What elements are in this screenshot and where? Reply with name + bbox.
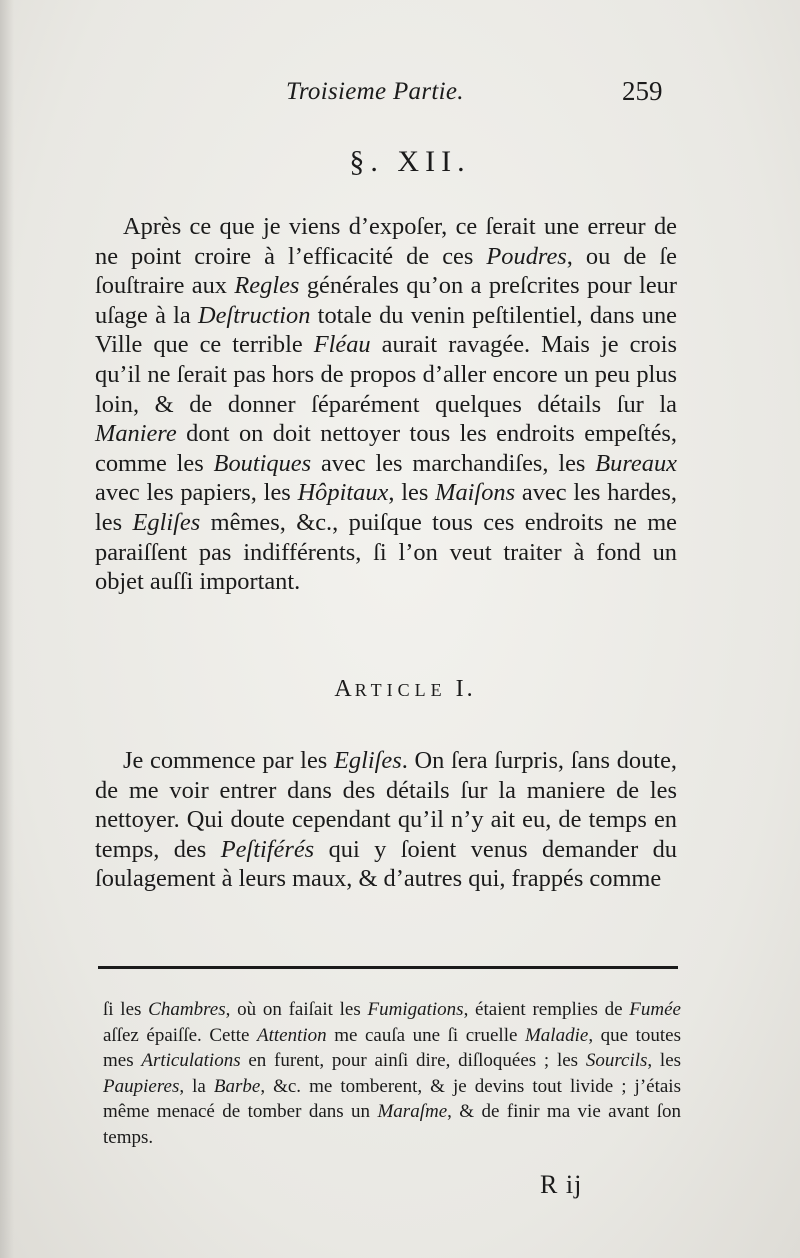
text-run: , & de finir ma vie avant ſon temps. — [103, 1101, 681, 1148]
text-run: . On ſera ſurpris, ſans doute, de me voir entrer dans des détails ſur la maniere de les nettoyer. Qui doute cependant qu’il n’y ait eu, de temps en temps, des — [95, 747, 677, 863]
text-run: , les — [388, 479, 436, 507]
text-run: avec les papiers, les — [95, 479, 298, 507]
article-heading-word: RTICLE — [354, 680, 447, 700]
text-run: , ou de ſe ſouſtraire aux — [95, 242, 677, 300]
emphasis: Poudres — [486, 242, 567, 270]
text-run: qui y ſoient venus demander du ſoulagement à leurs maux, & d’autres qui, frappés comme — [95, 835, 677, 893]
text-run: , &c. me tomberent, & je devins tout livide ; j’étais même menacé de tomber dans un — [103, 1075, 681, 1123]
text-run: , la — [179, 1075, 214, 1097]
section-title: §. XII. — [349, 145, 471, 178]
text-run: avec les marchandiſes, les — [311, 449, 596, 477]
signature-mark: R ij — [540, 1170, 583, 1199]
text-run: , que toutes mes — [103, 1024, 681, 1072]
text-run: , où on faiſait les — [225, 999, 368, 1020]
emphasis: Maladie — [524, 1024, 589, 1046]
text-run: dont on doit nettoyer tous les endroits empeſtés, comme les — [95, 420, 677, 477]
text-run: avec les hardes, les — [95, 479, 677, 536]
text-run: ſi les — [103, 999, 149, 1020]
emphasis: Barbe — [213, 1075, 261, 1097]
emphasis: Hôpitaux — [297, 479, 389, 507]
emphasis: Bureaux — [595, 449, 677, 477]
text-run: en furent, pour ainſi dire, diſloquées ; les — [240, 1050, 586, 1072]
text-run: Après ce que je viens d’expoſer, ce ſerait une erreur de ne point croire à l’efficacité de ces — [95, 213, 677, 270]
text-run: générales qu’on a preſcrites pour leur uſage à la — [95, 272, 677, 329]
text-run: , étaient remplies de — [463, 999, 630, 1020]
text-run: Je commence par les — [123, 747, 334, 774]
text-run: aurait ravagée. Mais je crois qu’il ne ſerait pas hors de propos d’aller encore un peu plus loin, & de donner ſéparément quelques détails ſur la — [95, 331, 677, 418]
page-gutter-shadow — [0, 0, 14, 1258]
text-run: totale du venin peſtilentiel, dans une Ville que ce terrible — [95, 301, 677, 359]
footnote-rule — [98, 966, 678, 969]
running-title: Troisieme Partie. — [286, 78, 464, 105]
emphasis: Fléau — [313, 331, 371, 359]
footnote — [103, 997, 681, 1151]
emphasis: Maraſme — [377, 1101, 448, 1123]
paragraph-2 — [95, 746, 677, 894]
emphasis: Maniere — [95, 420, 177, 448]
text-run: mêmes, &c., puiſque tous ces endroits ne me paraiſſent pas indifférents, ſi l’on veut traiter à fond un objet auſſi important. — [95, 508, 677, 596]
emphasis: Deſtruction — [197, 301, 311, 329]
emphasis: Fumigations — [367, 999, 464, 1020]
paragraph-1 — [95, 212, 677, 597]
emphasis: Egliſes — [132, 508, 201, 536]
emphasis: Fumée — [629, 999, 681, 1020]
emphasis: Egliſes — [333, 747, 402, 774]
emphasis: Attention — [257, 1024, 327, 1046]
page-number: 259 — [622, 76, 663, 106]
text-run: me cauſa une ſi cruelle — [326, 1024, 525, 1046]
emphasis: Maiſons — [435, 479, 516, 507]
article-heading — [0, 676, 800, 703]
text-run: , les — [647, 1050, 682, 1072]
emphasis: Paupieres — [103, 1075, 180, 1097]
emphasis: Sourcils — [585, 1050, 648, 1072]
article-heading-numeral: I. — [446, 676, 476, 702]
text-run: aſſez épaiſſe. Cette — [103, 1024, 258, 1046]
article-heading-initial: A — [334, 676, 355, 702]
emphasis: Boutiques — [213, 449, 312, 477]
emphasis: Regles — [234, 272, 300, 300]
emphasis: Peſtiférés — [220, 835, 315, 863]
emphasis: Articulations — [141, 1050, 241, 1072]
emphasis: Chambres — [148, 999, 226, 1020]
